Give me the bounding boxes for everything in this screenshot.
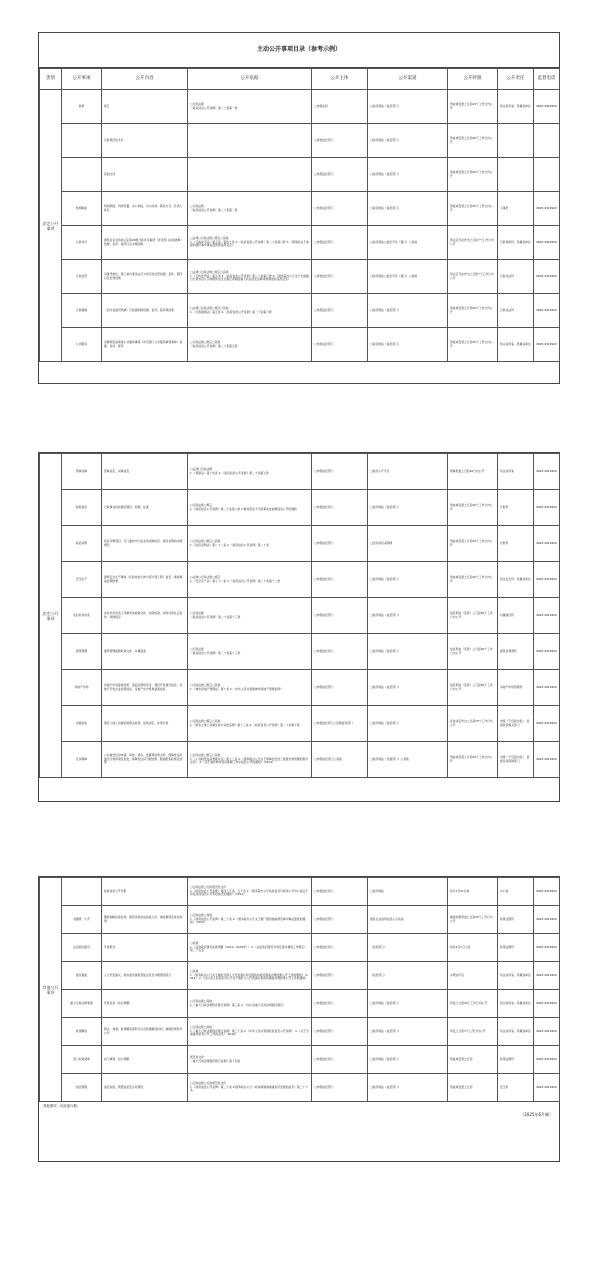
phone-cell: 0825-2919920 bbox=[534, 990, 560, 1018]
basis-type: □法律□行政法规□规章 bbox=[190, 575, 221, 580]
basis-a-cell bbox=[188, 294, 312, 328]
table-row bbox=[40, 90, 560, 124]
category-cell: 法定公开事项 bbox=[40, 90, 62, 362]
header-cell: 公开主体 bbox=[312, 69, 368, 90]
basis-text: 《政府信息公开条例》第二十条第十三款 bbox=[190, 650, 241, 655]
duty-cell: 政策法规科 bbox=[498, 934, 534, 962]
time-cell: 形成或变更之日起20个工作日内公开 bbox=[448, 526, 498, 562]
time-cell: 形成或变更之日起20个工作日内公开 bbox=[448, 124, 498, 158]
subject-cell: □市级信息部门 bbox=[312, 192, 368, 226]
item-cell: 政策 bbox=[62, 90, 102, 124]
basis-a-cell bbox=[188, 1018, 312, 1046]
basis-a-cell bbox=[188, 878, 312, 906]
duty-cell: 房地产市场管理科 bbox=[498, 670, 534, 706]
item-cell: 房地产市场 bbox=[62, 670, 102, 706]
phone-cell bbox=[534, 158, 560, 192]
item-cell bbox=[62, 878, 102, 906]
content-cell: 年度报告 bbox=[102, 934, 188, 962]
table-row bbox=[40, 328, 560, 362]
basis-type: □行政法规□规章□其他 bbox=[190, 719, 221, 724]
basis-type: □行政法规□其他 bbox=[190, 999, 213, 1004]
time-cell: 形成或变更之日起20个工作日内公开 bbox=[448, 490, 498, 526]
item-cell: 行政强制 bbox=[62, 294, 102, 328]
item-cell: 政府采购 bbox=[62, 526, 102, 562]
catalog-table bbox=[39, 877, 560, 1102]
content-cell: （四川省建设领域）行政强制的依据、条件、程序和结果 bbox=[102, 294, 188, 328]
subject-cell: □市级政府 bbox=[312, 90, 368, 124]
duty-cell: 行政执法科 bbox=[498, 260, 534, 294]
basis-text: 1.《政府信息公开条例》第二十条 2.国务院办公厅《政务新媒体健康有序发展的意见》第二十六条 bbox=[190, 1084, 309, 1093]
duty-cell: 机关各科室、局属各单位 bbox=[498, 962, 534, 990]
item-cell: 公共服务 bbox=[62, 328, 102, 362]
basis-a-cell bbox=[188, 934, 312, 962]
channel-cell: □政府网站（信息部门） bbox=[368, 1046, 448, 1074]
basis-type: □其他 bbox=[190, 969, 199, 974]
phone-cell: 0825-2919920 bbox=[534, 192, 560, 226]
basis-type: □法律□行政法规□规章□其他 bbox=[190, 270, 229, 275]
duty-cell: 机关安全科、局属各单位 bbox=[498, 562, 534, 598]
phone-cell: 0825-2919920 bbox=[534, 562, 560, 598]
time-cell: 印发之日起3个工作日内公开 bbox=[448, 1018, 498, 1046]
basis-text: 《政府信息公开条例》第二十条第五款 bbox=[190, 343, 238, 348]
content-cell: 权力事项、权力调整 bbox=[102, 1046, 188, 1074]
basis-a-cell bbox=[188, 90, 312, 124]
subject-cell: □市级信息部门 bbox=[312, 226, 368, 260]
duty-cell: 计财科 bbox=[498, 526, 534, 562]
basis-a-cell bbox=[188, 490, 312, 526]
basis-text: 1.《城市房地产管理法》第十条 2.《中华人民共和国城市房地产管理条例》 bbox=[190, 686, 283, 691]
subject-cell: □市级信息部门□其他 bbox=[312, 742, 368, 778]
table-row bbox=[40, 1074, 560, 1102]
content-cell: 建筑管理最新政策文件、办事指南 bbox=[102, 634, 188, 670]
duty-cell: 政策法规科 bbox=[498, 906, 534, 934]
item-cell: 行政许可 bbox=[62, 226, 102, 260]
basis-type: □行政法规□规章□其他 bbox=[190, 753, 221, 758]
header-cell: 公开事项 bbox=[62, 69, 102, 90]
table-row bbox=[40, 878, 560, 906]
content-cell: 房地产市场监管政策、商品房预售许可、项目开发建设信息、房地产开发企业信用信息、房地产中介机构备案信息 bbox=[102, 670, 188, 706]
table-row bbox=[40, 124, 560, 158]
content-cell: 建筑业企业资质认定等28项行政许可事项（详见部门权责清单）依据、条件、程序以及办理结果 bbox=[102, 226, 188, 260]
basis-a-cell bbox=[188, 328, 312, 362]
item-cell: 房屋征收 bbox=[62, 706, 102, 742]
basis-type: □法律□行政法规□规章□其他 bbox=[190, 306, 229, 311]
channel-cell: □政府网站（信息部门） bbox=[368, 670, 448, 706]
duty-cell bbox=[498, 124, 534, 158]
basis-text: 1.《政府信息公开条例》第二十条第八款 2.财政部关于行政事业性收费信息公开的通知 bbox=[190, 506, 297, 511]
duty-cell: 行政执法科 bbox=[498, 294, 534, 328]
time-cell: 办理完毕后 bbox=[448, 962, 498, 990]
channel-cell: □政府网站（信息部门） bbox=[368, 294, 448, 328]
basis-text: 1.《预算法》第十四条 2.《政府信息公开条例》第二十条第七款 bbox=[190, 470, 269, 475]
header-cell: 类别 bbox=[40, 69, 62, 90]
time-cell: 印发之日起20个工作日内公开 bbox=[448, 990, 498, 1018]
basis-type: □法律□行政法规□规章□其他 bbox=[190, 236, 229, 241]
phone-cell: 0825-2919920 bbox=[534, 328, 560, 362]
basis-text: 1.《行政处罚法》第五条 2.《政府信息公开条例》第二十条第六款 3.《国务院办公厅关于全面推行行政执法公示制度执法全过程记录制度重大执法决定法制审核制度的指导意见》 bbox=[190, 273, 309, 282]
subject-cell: □市级信息部门 bbox=[312, 1018, 368, 1046]
content-cell: 图文、视频、政策解读等形式以及政策解读材料，参照政策形式公开 bbox=[102, 1018, 188, 1046]
basis-a-cell bbox=[188, 158, 312, 192]
basis-text: 1.《重大行政决策程序暂行条例》第三十条 2.《中华人民共和国政府信息公开条例》 3.《关于全面推进政务公开工作的意见》（2016） bbox=[190, 1028, 309, 1037]
basis-a-cell bbox=[188, 1074, 312, 1102]
subject-cell: □市级信息部门 bbox=[312, 294, 368, 328]
channel-cell: □政府网站（信息部门） bbox=[368, 990, 448, 1018]
channel-cell: □政府网站（信息部门） bbox=[368, 706, 448, 742]
basis-text: 1.《政府信息公开条例》第四十九条、五十条 2.《国务院办公厅政府信息与政务公开办公室关于印发政府信息公开年报格式的通知》（2021） bbox=[190, 888, 309, 897]
content-cell: 其他文件 bbox=[102, 158, 188, 192]
time-cell: 形成或变更之日起20个工作日内公开 bbox=[448, 742, 498, 778]
basis-text: 1.《公共租赁住房管理办法》第十三条 2.《国务院办公厅关于保障性安居工程建设和管理的指导意见》 3.《关于做好城市住房保障工作中信息公开的通知》（2014） bbox=[190, 756, 309, 765]
item-cell: 行政处罚 bbox=[62, 260, 102, 294]
item-cell: 重大行政决策事项 bbox=[62, 990, 102, 1018]
table-row bbox=[40, 990, 560, 1018]
phone-cell: 0825-2919920 bbox=[534, 294, 560, 328]
basis-text: 《政府信息公开条例》第二十条第二款 bbox=[190, 207, 238, 212]
content-cell: 行政事业性收费的项目、依据、标准 bbox=[102, 490, 188, 526]
content-cell: 年度目录（动态调整） bbox=[102, 990, 188, 1018]
channel-cell: □政府网站（信息部门） bbox=[368, 490, 448, 526]
content-cell: 人大代表建议、政协委员提案答复意见及办理情况统计 bbox=[102, 962, 188, 990]
content-cell: 国有土地上房屋征收相关政策、征收决定、补偿方案 bbox=[102, 706, 188, 742]
phone-cell: 0825-2919920 bbox=[534, 670, 560, 706]
channel-cell: □政府网站（信息部门） bbox=[368, 192, 448, 226]
time-cell: 征收决定作出之日起20个工作日内公开 bbox=[448, 706, 498, 742]
subject-cell: □市级信息部门 bbox=[312, 1046, 368, 1074]
content-cell: 建筑安全生产事故（危险性较大的分部分项工程）信息、事故调查处理结果 bbox=[102, 562, 188, 598]
basis-a-cell bbox=[188, 562, 312, 598]
basis-type: □行政法规□其他 bbox=[190, 913, 213, 918]
table-row bbox=[40, 454, 560, 490]
table-row bbox=[40, 1046, 560, 1074]
phone-cell: 0825-2919920 bbox=[534, 598, 560, 634]
header-cell: 监督电话 bbox=[534, 69, 560, 90]
phone-cell: 0825-2919920 bbox=[534, 906, 560, 934]
subject-cell: □市级信息部门 bbox=[312, 454, 368, 490]
item-cell: 双随机一公开 bbox=[62, 906, 102, 934]
subject-cell: □市级信息部门 bbox=[312, 634, 368, 670]
content-cell: 随机抽取检查对象、随机选派执法检查人员，抽查事项及查处结果 bbox=[102, 906, 188, 934]
header-row bbox=[40, 69, 560, 90]
channel-cell: □政府网站（信息部门） bbox=[368, 90, 448, 124]
subject-cell: □市级信息部门 bbox=[312, 934, 368, 962]
category-cell: 其他公开事项 bbox=[40, 878, 62, 1102]
header-cell: 公开责任 bbox=[498, 69, 534, 90]
time-cell: 形成或变更之日起20个工作日内公开 bbox=[448, 158, 498, 192]
time-cell: 每年1月31日前 bbox=[448, 878, 498, 906]
table-row bbox=[40, 742, 560, 778]
basis-text: 《政府信息公开条例》第二十条第十三款 bbox=[190, 614, 241, 619]
time-cell: 形成或变更之日起20个工作日内公开 bbox=[448, 294, 498, 328]
basis-a-cell bbox=[188, 260, 312, 294]
phone-cell: 0825-2919920 bbox=[534, 90, 560, 124]
duty-cell: 办公室 bbox=[498, 878, 534, 906]
channel-cell: □政府网站□信息平台（窗口）□其他 bbox=[368, 260, 448, 294]
table-row bbox=[40, 158, 560, 192]
basis-type: □行政法规□行政规范性文件 bbox=[190, 1081, 227, 1086]
channel-cell: □政府网站（信息部门） bbox=[368, 124, 448, 158]
subject-cell: □市级信息部门 bbox=[312, 962, 368, 990]
basis-text: 《政府信息公开条例》第二十条第一款 bbox=[190, 105, 238, 110]
content-cell: 农村危房改造工作要求和政策文件、补助标准、补助对象认定条件、审批程序 bbox=[102, 598, 188, 634]
channel-cell: □四川政府采购网 bbox=[368, 526, 448, 562]
time-cell: 信息形成（变更）之日起20个工作日内公开 bbox=[448, 598, 498, 634]
channel-cell: 《信息部门》 bbox=[368, 962, 448, 990]
table-row bbox=[40, 490, 560, 526]
basis-a-cell bbox=[188, 192, 312, 226]
channel-cell: □政府网站（信息部门） bbox=[368, 1074, 448, 1102]
duty-cell: 计财科 bbox=[498, 490, 534, 526]
phone-cell: 0825-2919920 bbox=[534, 454, 560, 490]
time-cell: 形成或变更之日起 bbox=[448, 1046, 498, 1074]
table-row bbox=[40, 526, 560, 562]
item-cell bbox=[62, 124, 102, 158]
item-cell: 农村危房改造 bbox=[62, 598, 102, 634]
basis-a-cell bbox=[188, 962, 312, 990]
phone-cell: 0825-2919920 bbox=[534, 1074, 560, 1102]
basis-a-cell bbox=[188, 670, 312, 706]
basis-a-cell bbox=[188, 454, 312, 490]
duty-cell: 村镇建设科 bbox=[498, 598, 534, 634]
document-page-2 bbox=[38, 452, 560, 802]
duty-cell: 市级（不包括内县）、县级政府相关部门 bbox=[498, 706, 534, 742]
header-cell: 公开依据 bbox=[188, 69, 312, 90]
duty-cell: 机关各科室、局属各单位 bbox=[498, 90, 534, 124]
basis-text: 1.《国务院办公厅关于做好全国人大代表建议和全国政协委员提案办理结果公开工作的通知》（2014） 2.《四川省人民政府办公厅关于做好人大代表建议和政协提案办理结果公开工作的通知》 bbox=[190, 972, 308, 981]
content-cell: 房屋网签备案等公共服务事项（详见部门公共服务事项清单）依据、条件、程序 bbox=[102, 328, 188, 362]
subject-cell: □市级信息部门 bbox=[312, 906, 368, 934]
basis-type: □行政法规 bbox=[190, 102, 204, 107]
catalog-table bbox=[39, 68, 560, 362]
phone-cell: 0825-2919920 bbox=[534, 260, 560, 294]
table-row bbox=[40, 934, 560, 962]
phone-cell: 0825-2919920 bbox=[534, 934, 560, 962]
phone-cell: 0825-2919920 bbox=[534, 1018, 560, 1046]
document-page-3 bbox=[38, 876, 560, 1162]
content-cell: 预算信息、决算信息 bbox=[102, 454, 188, 490]
phone-cell: 0825-2919920 bbox=[534, 526, 560, 562]
time-cell: 形成或变更之日起20个工作日内公开 bbox=[448, 90, 498, 124]
basis-type: □行政法规 bbox=[190, 647, 204, 652]
basis-a-cell bbox=[188, 906, 312, 934]
channel-cell: 《信息部门》 bbox=[368, 934, 448, 962]
issue-date: （2025年6月制） bbox=[520, 1112, 553, 1118]
item-cell: 机构职能 bbox=[62, 192, 102, 226]
table-row bbox=[40, 260, 560, 294]
subject-cell: □市级信息部门□县级信息部门 bbox=[312, 706, 368, 742]
duty-cell: 机关各科室 bbox=[498, 454, 534, 490]
basis-type: □其他 bbox=[190, 941, 199, 946]
channel-cell: □政府网站□信息平台（窗口）□其他 bbox=[368, 226, 448, 260]
basis-a-cell bbox=[188, 990, 312, 1018]
basis-type: □法律□行政法规 bbox=[190, 467, 213, 472]
content-cell: 行政规范性文件 bbox=[102, 124, 188, 158]
table-row bbox=[40, 670, 560, 706]
basis-text: 1.《法治政府建设实施纲要（2021—2025年）》 2.《法治政府建设与责任落实督察工作规定》第二十五条 bbox=[190, 944, 307, 953]
time-cell: 形成或变更之日起20个工作日内公开 bbox=[448, 192, 498, 226]
phone-cell bbox=[534, 124, 560, 158]
page-title: 主动公开事项目录（参考示例） bbox=[39, 33, 559, 68]
channel-cell: □政府网站（信息部门） bbox=[368, 634, 448, 670]
header-cell: 公开渠道 bbox=[368, 69, 448, 90]
basis-a-cell bbox=[188, 706, 312, 742]
subject-cell: □市级信息部门 bbox=[312, 490, 368, 526]
duty-cell: 机关各科室、局属各单位 bbox=[498, 328, 534, 362]
duty-cell: 建筑业管理科 bbox=[498, 634, 534, 670]
table-row bbox=[40, 294, 560, 328]
channel-cell: □政府网站（信息部门） bbox=[368, 1018, 448, 1046]
table-row bbox=[40, 192, 560, 226]
item-cell: 部门权责清单 bbox=[62, 1046, 102, 1074]
subject-cell: □市级信息部门 bbox=[312, 124, 368, 158]
duty-cell: 机关各科室、局属各单位 bbox=[498, 990, 534, 1018]
basis-a-cell bbox=[188, 598, 312, 634]
item-cell: 预算决算 bbox=[62, 454, 102, 490]
time-cell: 每年4月1日之前 bbox=[448, 934, 498, 962]
content-cell: 对建设单位、施工单位等违法行为的行政处罚依据、条件、程序以及处罚结果 bbox=[102, 260, 188, 294]
duty-cell bbox=[498, 158, 534, 192]
basis-text: 1.《重大行政决策程序暂行条例》第三条 2.《四川省重大行政决策程序规定》 bbox=[190, 1002, 286, 1007]
basis-type: □行政法规□规章 bbox=[190, 503, 213, 508]
content-cell: 信息系统、预警信息及应对情况 bbox=[102, 1074, 188, 1102]
table-row bbox=[40, 962, 560, 990]
basis-text: 1.《政府采购法》第八十二条 2.《政府信息公开条例》第二十条 bbox=[190, 542, 269, 547]
item-cell: 政策解读 bbox=[62, 1018, 102, 1046]
item-cell: 安全生产 bbox=[62, 562, 102, 598]
basis-a-cell bbox=[188, 526, 312, 562]
phone-cell: 0825-2919920 bbox=[534, 634, 560, 670]
item-cell: 财政信息 bbox=[62, 490, 102, 526]
duty-cell: 机关各科室、局属各单位 bbox=[498, 1018, 534, 1046]
content-cell: 机构职能、机构设置、办公地址、办公时间、联系方式、负责人姓名 bbox=[102, 192, 188, 226]
channel-cell: □政府网站（信息部门） bbox=[368, 562, 448, 598]
table-row bbox=[40, 226, 560, 260]
basis-a-cell bbox=[188, 226, 312, 260]
basis-text: 《重大行政决策程序暂行条例》第十四条 bbox=[190, 1058, 241, 1063]
basis-type: □行政法规□其他 bbox=[190, 1025, 213, 1030]
phone-cell: 0825-2919920 bbox=[534, 226, 560, 260]
basis-a-cell bbox=[188, 1046, 312, 1074]
duty-cell: 安全科 bbox=[498, 1074, 534, 1102]
basis-text: 1.《政府信息公开条例》第二十条 2.《国务院办公厅关于推广随机抽查规范事中事后监管的通知》（2015） bbox=[190, 916, 306, 925]
channel-cell: □政府网站 bbox=[368, 878, 448, 906]
duty-cell: 人事科 bbox=[498, 192, 534, 226]
header-cell: 公开内容 bbox=[102, 69, 188, 90]
basis-a-cell bbox=[188, 634, 312, 670]
subject-cell: □市级信息部门 bbox=[312, 1074, 368, 1102]
content-cell: 政府信息公开年报 bbox=[102, 878, 188, 906]
phone-cell: 0825-2919920 bbox=[534, 962, 560, 990]
table-row bbox=[40, 706, 560, 742]
basis-a-cell bbox=[188, 124, 312, 158]
document-page-1 bbox=[38, 32, 560, 384]
time-cell: 信息形成（变更）之日起20个工作日内公开 bbox=[448, 634, 498, 670]
phone-cell: 0825-2919920 bbox=[534, 878, 560, 906]
item-cell: 信息管理 bbox=[62, 1074, 102, 1102]
basis-type: □行政法规 bbox=[190, 204, 204, 209]
time-cell: 信息形成（变更）之日起20个工作日内公开 bbox=[448, 670, 498, 706]
table-row bbox=[40, 906, 560, 934]
basis-text: 1.《国有土地上房屋征收与补偿条例》第十三条 2.《政府信息公开条例》第二十条第十款 bbox=[190, 722, 300, 727]
other-items-note: 其他事项（可添加行数） bbox=[43, 1104, 81, 1108]
basis-text: 1.《行政强制法》第五条 2.《政府信息公开条例》第二十条第六款 bbox=[190, 309, 272, 314]
subject-cell: □市级信息部门 bbox=[312, 158, 368, 192]
phone-cell: 0825-2919920 bbox=[534, 490, 560, 526]
duty-cell: 政策法规科 bbox=[498, 1046, 534, 1074]
time-cell: 预算批复之日起20日内公开 bbox=[448, 454, 498, 490]
basis-text: 1.《安全生产法》第七十八条 2.《政府信息公开条例》第二十条第十二款 bbox=[190, 578, 281, 583]
item-cell: 建筑管理 bbox=[62, 634, 102, 670]
phone-cell: 0825-2919920 bbox=[534, 706, 560, 742]
time-cell: 形成或变更之日起20个工作日内公开 bbox=[448, 328, 498, 362]
content-cell: 规章 bbox=[102, 90, 188, 124]
table-row bbox=[40, 598, 560, 634]
basis-type: □行政法规□规章□其他 bbox=[190, 683, 221, 688]
table-row bbox=[40, 634, 560, 670]
channel-cell: □政府公开专区 bbox=[368, 454, 448, 490]
item-cell bbox=[62, 158, 102, 192]
content-cell: 公共租赁住房申请、审核、退出、监督等政策文件，保障性住房建设计划和项目信息，保障性住房分配结果，配租配售政策及结果 bbox=[102, 742, 188, 778]
basis-text: 1.《行政许可法》第五条、第四十条 2.《政府信息公开条例》第二十条第六款 3.《国务院关于加强和规范事中事后监管的指导意见》 bbox=[190, 239, 309, 248]
basis-type: 规范性文件 bbox=[190, 1055, 204, 1060]
item-cell: 住房保障 bbox=[62, 742, 102, 778]
subject-cell: □市级信息部门 bbox=[312, 260, 368, 294]
channel-cell: □政府网站（住建部门）□其他 bbox=[368, 742, 448, 778]
subject-cell: □市级信息部门 bbox=[312, 990, 368, 1018]
time-cell: 依法应当在作出之日起7个工作日内公开 bbox=[448, 226, 498, 260]
duty-cell: 行政审批科、局属各单位 bbox=[498, 226, 534, 260]
basis-type: □行政法规□规章□其他 bbox=[190, 340, 221, 345]
subject-cell: □市级信息部门 bbox=[312, 562, 368, 598]
phone-cell: 0825-2919920 bbox=[534, 1046, 560, 1074]
category-cell: 法定公开事项 bbox=[40, 454, 62, 778]
time-cell: 依法应当在作出之日起7个工作日内公开 bbox=[448, 260, 498, 294]
basis-type: □行政法规□规章□其他 bbox=[190, 539, 221, 544]
table-row bbox=[40, 1018, 560, 1046]
time-cell: 形成或变更之日起20个工作日内公开 bbox=[448, 562, 498, 598]
subject-cell: □市级信息部门 bbox=[312, 670, 368, 706]
basis-type: □行政法规□行政规范性文件 bbox=[190, 885, 227, 890]
header-cell: 公开时限 bbox=[448, 69, 498, 90]
channel-cell: 国家企业信用信息公示系统 bbox=[368, 906, 448, 934]
basis-type: □行政法规 bbox=[190, 611, 204, 616]
channel-cell: □政府网站（信息部门） bbox=[368, 598, 448, 634]
content-cell: 政府采购项目、专门面向中小企业的采购信息、政府采购的实施情况 bbox=[102, 526, 188, 562]
subject-cell: □市级信息部门 bbox=[312, 598, 368, 634]
subject-cell: □市级信息部门 bbox=[312, 328, 368, 362]
time-cell: 形成或变更之日起 bbox=[448, 1074, 498, 1102]
item-cell: 法治政府建设 bbox=[62, 934, 102, 962]
subject-cell: □市级信息部门 bbox=[312, 878, 368, 906]
phone-cell: 0825-2919920 bbox=[534, 742, 560, 778]
channel-cell: □政府网站（信息部门） bbox=[368, 158, 448, 192]
channel-cell: □政府网站（信息部门） bbox=[368, 328, 448, 362]
time-cell: 抽查结果形成之日起20个工作日内公开 bbox=[448, 906, 498, 934]
basis-a-cell bbox=[188, 742, 312, 778]
item-cell: 建议提案 bbox=[62, 962, 102, 990]
catalog-table bbox=[39, 453, 560, 778]
duty-cell: 市级（不包括内县）、县级住房保障部门 bbox=[498, 742, 534, 778]
subject-cell: □市级信息部门 bbox=[312, 526, 368, 562]
table-row bbox=[40, 562, 560, 598]
